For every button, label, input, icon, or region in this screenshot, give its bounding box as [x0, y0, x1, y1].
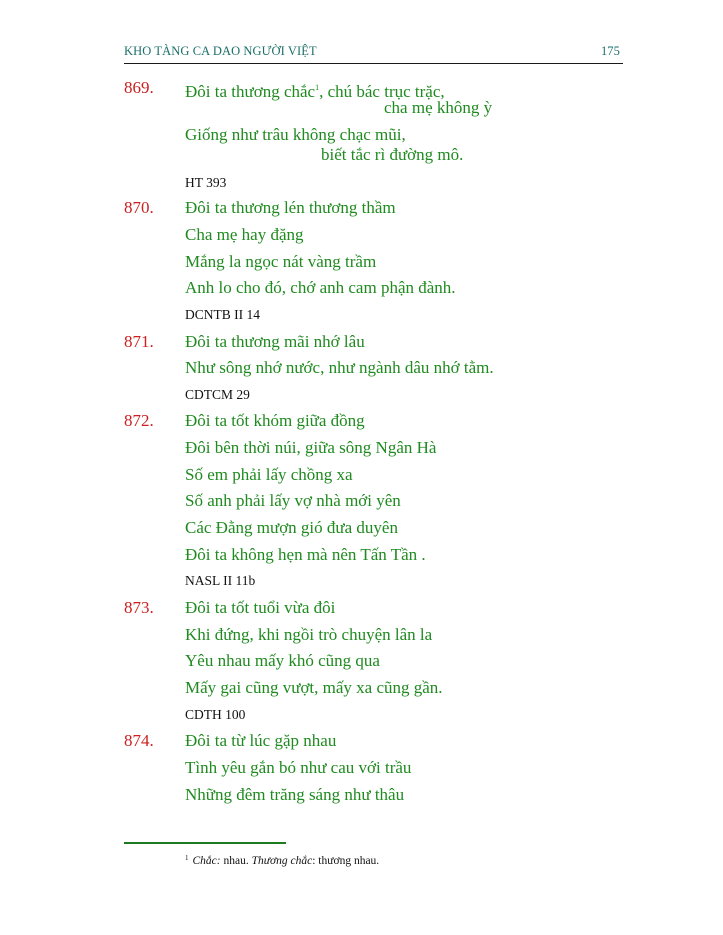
header-rule — [124, 63, 623, 64]
entry-number: 871. — [124, 332, 154, 351]
verse-line: Đôi ta từ lúc gặp nhau — [185, 731, 337, 750]
entry-number: 869. — [124, 78, 154, 97]
verse-continuation: biết tắc rì đường mô. — [321, 145, 464, 164]
verse-line: Những đêm trăng sáng như thâu — [185, 785, 405, 804]
footnote-definition: nhau. — [220, 855, 249, 867]
footnote-term: Thương chắc — [251, 855, 313, 867]
verse-line: Anh lo cho đó, chớ anh cam phận đành. — [185, 278, 456, 297]
book-title: KHO TÀNG CA DAO NGƯỜI VIỆT — [124, 44, 317, 58]
verse-line: Mấy gai cũng vượt, mấy xa cũng gần. — [185, 678, 443, 697]
source-reference: CDTCM 29 — [185, 387, 250, 402]
verse-line: Đôi ta thương mãi nhớ lâu — [185, 332, 365, 351]
verse-line: Đôi ta tốt tuổi vừa đôi — [185, 598, 336, 617]
verse-line: Đôi ta thương lén thương thầm — [185, 198, 396, 217]
verse-line: Giống như trâu không chạc mũi, — [185, 125, 406, 144]
verse-text: , chú bác trục trặc, — [319, 82, 445, 101]
source-reference: NASL II 11b — [185, 573, 256, 588]
page-number: 175 — [600, 44, 620, 58]
entry-number: 870. — [124, 198, 154, 217]
footnote-marker[interactable]: 1 — [315, 83, 320, 92]
source-reference: DCNTB II 14 — [185, 307, 260, 322]
running-header — [124, 44, 622, 62]
footnote-definition: : thương nhau. — [312, 855, 380, 867]
verse-continuation: cha mẹ không ỳ — [384, 98, 493, 117]
verse-line: Đôi bên thời núi, giữa sông Ngân Hà — [185, 438, 437, 457]
verse-line: Đôi ta tốt khóm giữa đồng — [185, 411, 365, 430]
verse-line: Tình yêu gắn bó như cau với trầu — [185, 758, 412, 777]
footnote — [185, 854, 379, 867]
source-reference: HT 393 — [185, 175, 227, 190]
entry-number: 874. — [124, 731, 154, 750]
verse-line: Các Đằng mượn gió đưa duyên — [185, 518, 398, 537]
footnote-term: Chắc: — [192, 855, 221, 867]
verse-text: Đôi ta thương chắc — [185, 82, 316, 101]
source-reference: CDTH 100 — [185, 707, 246, 722]
verse-line: Số em phải lấy chồng xa — [185, 465, 353, 484]
verse-line: Yêu nhau mấy khó cũng qua — [185, 651, 380, 670]
verse-line: Cha mẹ hay đặng — [185, 225, 304, 244]
footnote-rule — [124, 842, 286, 844]
entry-number: 873. — [124, 598, 154, 617]
verse-line: Đôi ta không hẹn mà nên Tấn Tần . — [185, 545, 426, 564]
verse-line: Khi đứng, khi ngồi trò chuyện lân la — [185, 625, 433, 644]
entry-number: 872. — [124, 411, 154, 430]
verse-line: Mắng la ngọc nát vàng trầm — [185, 252, 377, 271]
verse-line: Số anh phải lấy vợ nhà mới yên — [185, 491, 401, 510]
verse-line: Như sông nhớ nước, như ngành dâu nhớ tằm. — [185, 358, 494, 377]
footnote-number: 1 — [185, 854, 189, 862]
